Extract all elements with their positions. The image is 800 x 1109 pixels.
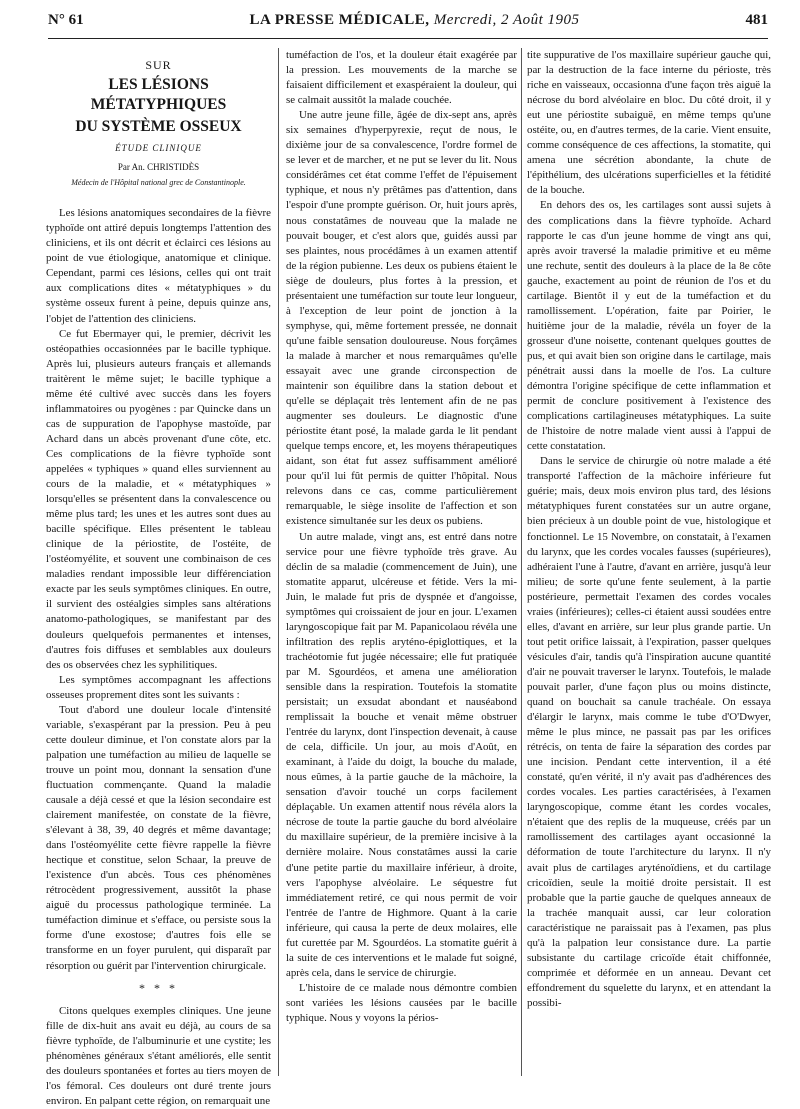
column-2 <box>286 48 517 1076</box>
paragraph: En dehors des os, les cartilages sont aussi sujets à des complications dans la fièvre typhoïde. Achard rapporte le cas d'un jeune homme de vingt ans qui, après avoir traversé la maladie primitive et eu même une rechute, sentit des douleurs à la place de la 8e côte gauche, exactement au point de réunion de l'os et du cartilage. Bientôt il y eut de la tuméfaction et du ramollissement. L'opération, faite par Poirier, le huitième jour de la maladie, révéla un foyer de la grosseur d'une noisette, contenant quelques gouttes de pus, et qui avait bien son origine dans le cartilage, mais pénétrait aussi dans la moelle de l'os. La culture démontra l'origine spécifique de cette inflammation et permit de conclure positivement à l'existence des complications cartilagineuses métatyphiques. La suite de l'histoire de notre malade vient aussi à l'appui de cette constatation. <box>527 199 771 453</box>
paragraph: Ce fut Ebermayer qui, le premier, décrivit les ostéopathies occasionnées par le bacille typhique. Après lui, plusieurs auteurs français et allemands traitèrent le même sujet; le bacille typhique a même été cultivé avec succès dans les foyers inflammatoires ou pyogènes : par Quincke dans un cas de suppuration de l'apophyse mastoïde, par Achard dans un abcès provenant d'une côte, etc. Ces complications de la fièvre typhoïde sont appelées « typhiques » quand elles surviennent au cours de la maladie, et « métatyphiques » lorsqu'elles se présentent dans la convalescence ou même plus tard; les unes et les autres sont dues au bacille spécifique. Elles présentent le tableau clinique de la périostite, de l'ostéite, de l'ostéomyélite, et souvent une combinaison de ces maladies rendant impossible leur différenciation exacte par les seuls symptômes cliniques. En outre, il survient des ostéalgies simples sans altérations anatomo-pathologiques, se manifestant par des douleurs quelquefois permanentes et intenses, d'autres fois diffuses et semblables aux douleurs des os observées chez les syphilitiques. <box>46 327 271 671</box>
issue-number: N° 61 <box>48 12 84 28</box>
column-divider <box>278 48 279 1076</box>
paragraph: Les symptômes accompagnant les affections osseuses proprement dites sont les suivants : <box>46 673 271 701</box>
paragraph: Les lésions anatomiques secondaires de la fièvre typhoïde ont attiré depuis longtemps l'attention des cliniciens, et ils ont décrit et éclairci ces lésions au point de vue étiologique, anatomique et clinique. Cependant, parmi ces lésions, celles qui ont trait aux complications dites « métatyphiques » du système osseux furent à peine, depuis quinze ans, l'objet de l'attention des cliniciens. <box>46 207 271 325</box>
article-title-line2: DU SYSTÈME OSSEUX <box>75 118 242 136</box>
page-header <box>48 12 768 39</box>
paragraph: tuméfaction de l'os, et la douleur était exagérée par la pression. Les mouvements de la marche se faisaient difficilement et exaspéraient la douleur, qui se calmait aussitôt la malade couchée. <box>286 49 517 107</box>
journal-name: LA PRESSE MÉDICALE, <box>249 12 430 28</box>
column-divider <box>521 48 522 1076</box>
article-heading <box>46 58 271 206</box>
paragraph: Une autre jeune fille, âgée de dix-sept ans, après six semaines d'hyperpyrexie, reçut de nous, le dixième jour de sa convalescence, l'ordre formel de se lever et de marcher, et ne put se lever du lit. Nous considérâmes cet état comme l'effet de l'épuisement typhique, et nous n'y prêtâmes pas d'attention, dans l'espoir d'une prompte guérison. Or, huit jours après, nous constatâmes de nouveau que la malade ne pouvait bouger, et c'est alors que, guidés aussi par ses plaintes, nous procédâmes à un examen attentif de la région pubienne. Les deux os pubiens étaient le siège de douleurs, plus fortes à la pression, et présentaient une tuméfaction sur toute leur longueur, à l'exception de leur point de jonction à la symphyse, qui, même fortement pressée, ne donnait qu'une faible sensation douloureuse. Nous forçâmes la malade à marcher et nous remarquâmes qu'elle essayait avec une grande circonspection de maintenir son équilibre dans la station debout et qu'elle se déplaçait très lentement afin de ne pas augmenter ses douleurs. Le diagnostic d'une périostite étant posé, la malade garda le lit pendant quelque temps encore, et, les moyens thérapeutiques aidant, son état fut assez suffisamment amélioré pour qu'il lui fût permis de quitter l'hôpital. Nous relevons dans ce cas, comme particulièrement remarquable, le siège insolite de l'affection et son existence simultanée sur les deux os pubiens. <box>286 109 517 528</box>
paragraph: L'histoire de ce malade nous démontre combien sont variées les lésions causées par le bacille typhique. Nous y voyons la périos- <box>286 981 517 1024</box>
section-separator: * * * <box>139 980 178 995</box>
paragraph: Un autre malade, vingt ans, est entré dans notre service pour une fièvre typhoïde très grave. Au déclin de sa maladie (commencement de Juin), une stomatite apparut, ulcéreuse et fétide. Vers la mi-Juin, le malade fut pris de dyspnée et d'angoisse, symptômes qui croissaient de jour en jour. L'examen laryngoscopique fait par M. Papanicolaou révéla une infiltration des replis aryténo-épiglottiques, et la trachéotomie fut jugée nécessaire; elle fut pratiquée par M. Sgourdéos, et amena une amélioration sensible dans la respiration. Toutefois la stomatite persistait; un exsudat abondant et nauséabond remplissait la bouche et venait même obstruer l'entrée du larynx, dont l'inspection devenait, à cause de cela, difficile. Un jour, au mois d'Août, en examinant, à l'aide du doigt, la bouche du malade, nous eûmes, à la partie gauche de la mâchoire, la sensation d'avoir touché un corps facilement déplaçable. Un examen attentif nous révéla alors la nécrose de toute la partie gauche du bord alvéolaire du maxillaire supérieur, de la première incisive à la dernière molaire. Nous constatâmes aussi la carie d'une petite partie du maxillaire inférieur, à droite, vers l'apophyse alvéolaire. Le séquestre fut immédiatement retiré, ce qui nous permit de voir l'entrée de l'antre de Highmore. Quant à la carie inférieure, qui causa la perte de deux molaires, elle fut curettée par M. Sgourdéos. La stomatite guérit à la suite de ces interventions et le malade fut soigné, après cela, dans le service de chirurgie. <box>286 530 517 979</box>
paragraph: Tout d'abord une douleur locale d'intensité variable, s'exaspérant par la pression. Peu à peu cette douleur diminue, et l'on constate alors par la palpation une tuméfaction au milieu de laquelle se trouve un point mou, donnant la sensation d'une fluctuation commençante. Quand la maladie causale a déjà cessé et que la lésion secondaire est clairement manifestée, on constate de la fièvre, s'élevant à 38, 39, 40 degrés et même davantage; dans l'ostéomyélite cette fièvre rappelle la fièvre hectique et constitue, selon Schaar, la preuve de l'existence d'un abcès. Tous ces phénomènes rétrocèdent progressivement, aussitôt la phase aiguë du processus pathologique terminée. La tuméfaction diminue et s'efface, ou persiste sous la forme d'une exostose; d'autres fois elle se transforme en un foyer purulent, qui disparaît par résorption ou guérit par l'intervention chirurgicale. <box>46 703 271 972</box>
column-1 <box>46 48 271 1107</box>
column-3 <box>527 48 771 1076</box>
paragraph: Dans le service de chirurgie où notre malade a été transporté l'affection de la mâchoire inférieure fut guérie; mais, deux mois environ plus tard, des lésions métatyphiques furent constatées sur un autre organe, bien précieux à un double point de vue, histologique et fonctionnel. Le 15 Novembre, on constatait, à l'examen du larynx, que les cordes vocales fausses (supérieures), adhéraient l'une à l'autre, d'avant en arrière, jusqu'à leur milieu; de sorte qu'une fente seulement, à la partie postérieure, permettait l'examen des cordes vocales vraies (inférieures); celles-ci étaient aussi soudées entre elles, d'avant en arrière, sur leur plus grande partie. Un tout petit orifice laissait, à l'expiration, passer quelques vésicules d'air, tandis qu'à l'inspiration aucune quantité d'air ne pouvait traverser le larynx. Toutefois, le malade pouvait parler, d'une façon plus ou moins distincte, quand on bouchait sa canule trachéale. On essaya d'élargir le larynx, mais comme le tube d'O'Dwyer, même le plus mince, ne passait pas par les orifices rétrécis, on tenta de faire la séparation des cordes par une incision. Pendant cette intervention, il a été constaté, qu'en vérité, il n'y avait pas d'adhérences des cordes vocales. Les parties caractérisées, à l'examen laryngoscopique, comme étant les cordes vocales, n'étaient que des replis de la muqueuse, créés par un ramollissement des cartilages ayant occasionné la déformation de toute l'architecture du larynx. Il n'y avait plus de cartilages aryténoïdiens, et du cartilage cricoïdien, seule la moitié droite persistait. Il est probable que la partie gauche de quelques anneaux de la trachée manquait aussi, car leur coloration caractéristique ne paraissait pas à l'examen, pas plus qu'à la palpation leur consistance dure. La partie subsistante du cartilage cricoïde était chiffonnée, comprimée et déformée en un anneau. Devant cet effondrement du squelette du larynx, et en attendant la possibi- <box>527 455 771 1009</box>
journal-title <box>250 12 580 29</box>
paragraph: tite suppurative de l'os maxillaire supérieur gauche qui, par la destruction de la face interne du périoste, très riche en vaisseaux, occasionna d'une façon très aiguë la nécrose du bord alvéolaire en bloc. Du côté droit, il y eut une périostite subaiguë, en même temps qu'une ostéite, ou, en d'autres termes, de la carie. Vient ensuite, comme conséquence de ces affections, la stomatite, qui amena une sécrétion abondante, la chute de l'épithélium, des ulcérations superficielles et la fétidité de la bouche. <box>527 49 771 197</box>
paragraph: Citons quelques exemples cliniques. Une jeune fille de dix-huit ans avait eu déjà, au cours de sa fièvre typhoïde, de l'albuminurie et une cystite; les phénomènes généraux s'étant améliorés, elle sentit des douleurs spontanées et fortes au tiers moyen de l'os fémoral. Ces douleurs ont duré trente jours environ. En palpant cette région, on remarquait une <box>46 1004 271 1107</box>
author-affiliation: Médecin de l'Hôpital national grec de Constantinople. <box>71 178 246 188</box>
article-pre-title: SUR <box>145 58 172 72</box>
article-title-line1: LES LÉSIONS MÉTATYPHIQUES <box>90 76 227 114</box>
page-number: 481 <box>745 12 768 28</box>
article-author: Par An. CHRISTIDÈS <box>117 162 200 173</box>
issue-date: Mercredi, 2 Août 1905 <box>433 12 580 28</box>
article-subtitle: ÉTUDE CLINIQUE <box>115 143 202 154</box>
